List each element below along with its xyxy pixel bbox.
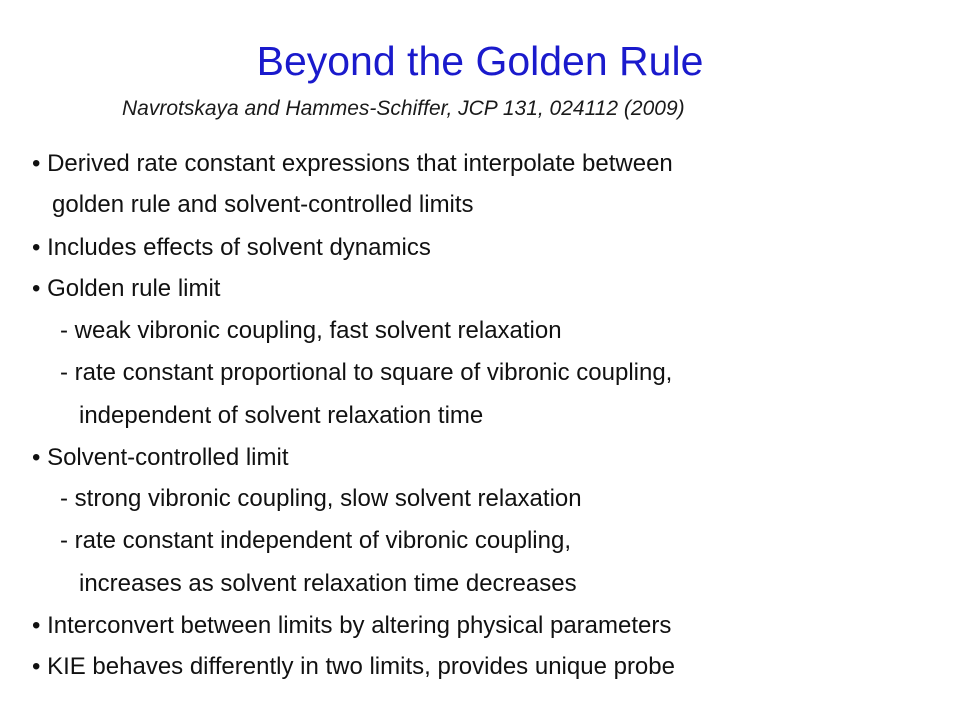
sub-bullet-weak-coupling: - weak vibronic coupling, fast solvent relaxation xyxy=(60,317,562,344)
bullet-derived-rate-continued: golden rule and solvent-controlled limits xyxy=(52,191,474,218)
slide-title: Beyond the Golden Rule xyxy=(256,38,704,84)
sub-bullet-rate-independent-continued: increases as solvent relaxation time decreases xyxy=(79,570,577,597)
bullet-golden-rule-limit: • Golden rule limit xyxy=(32,275,221,302)
sub-bullet-rate-independent: - rate constant independent of vibronic coupling, xyxy=(60,527,571,554)
bullet-solvent-controlled-limit: • Solvent-controlled limit xyxy=(32,444,289,471)
bullet-interconvert: • Interconvert between limits by altering physical parameters xyxy=(32,612,672,639)
citation: Navrotskaya and Hammes-Schiffer, JCP 131, 024112 (2009) xyxy=(122,97,685,120)
bullet-derived-rate: • Derived rate constant expressions that interpolate between xyxy=(32,150,673,177)
sub-bullet-strong-coupling: - strong vibronic coupling, slow solvent relaxation xyxy=(60,485,582,512)
sub-bullet-rate-proportional: - rate constant proportional to square of vibronic coupling, xyxy=(60,359,673,386)
bullet-kie: • KIE behaves differently in two limits, provides unique probe xyxy=(32,653,675,680)
bullet-solvent-dynamics: • Includes effects of solvent dynamics xyxy=(32,234,431,261)
sub-bullet-rate-proportional-continued: independent of solvent relaxation time xyxy=(79,402,484,429)
